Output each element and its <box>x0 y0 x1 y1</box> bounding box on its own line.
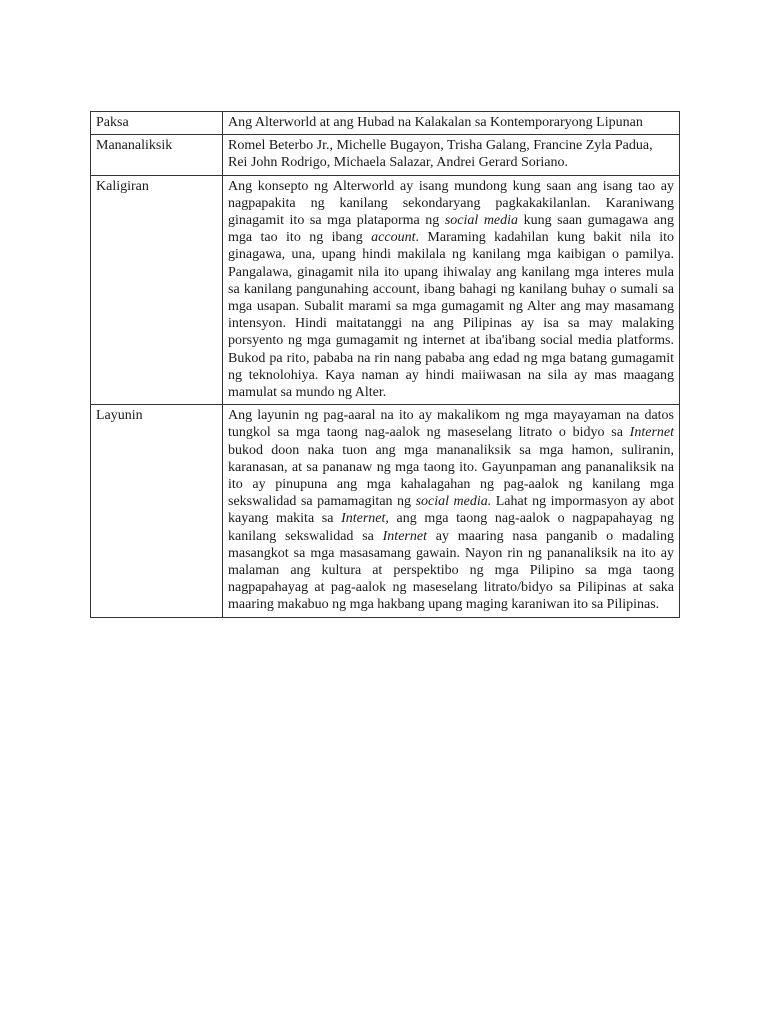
objective-text-part: ang mga taong nag-aalok o nagpapahayag ng kanilang sekswalidad sa <box>228 511 674 544</box>
objective-italic-term: Internet, <box>341 511 389 527</box>
topic-title-text: Ang Alterworld at ang Hubad na Kalakalan sa Kontemporaryong Lipunan <box>228 115 643 130</box>
table-row-paksa <box>91 112 680 135</box>
objective-italic-term: Internet <box>629 425 674 441</box>
objective-text-part: ay maaring nasa panganib o madaling masangkot sa mga masasamang gawain. Nayon rin ng pananaliksik na ito ay malaman ang kultura at perspektibo ng mga Pilipino sa mga taong nagpapahayag at pag-aalok ng maseselang litrato/bidyo sa Pilipinas at saka maaring makabuo ng mga hakbang upang maging karaniwan ito sa Pilipinas. <box>228 528 675 613</box>
objective-italic-term: Internet <box>382 528 427 544</box>
background-text-part: Ang konsepto ng Alterworld ay isang mundong kung saan ang isang tao ay nagpapakita ng kanilang sekondaryang pagkakakilanlan. Karaniwang ginagamit ito sa mga plataporma ng <box>228 178 674 229</box>
table-row-layunin <box>91 405 680 617</box>
row-content-kaligiran <box>223 175 680 405</box>
background-italic-term: account <box>371 230 416 246</box>
background-text-part: kung saan gumagawa ang mga tao ito ng ibang <box>228 213 674 246</box>
row-content-mananaliksik <box>223 135 680 175</box>
objective-italic-term: social media. <box>415 494 492 510</box>
research-summary-table <box>90 111 680 618</box>
objective-text-part: Lahat ng impormasyon ay abot kayang makita sa <box>228 494 674 527</box>
background-text-part: . Maraming kadahilan kung bakit nila ito ginagawa, una, upang hindi makilala ng kanilang mga kaibigan o pamilya. Pangalawa, ginagamit nila ito upang ihiwalay ang kanilang mga interes mula sa kanilang pangunahing account, ibang bahagi ng kanilang buhay o sumali sa mga usapan. Subalit marami sa mga gumagamit ng Alter ang may masamang intensyon. Hindi maitatanggi na ang Pilipinas ay isa sa may malaking porsyento ng mga gumagamit ng internet at iba'ibang social media platforms. Bukod pa rito, pababa na rin nang pababa ang edad ng mga batang gumagamit ng teknolohiya. Kaya naman ay hindi maiiwasan na sila ay mas maagang mamulat sa mundo ng Alter. <box>228 230 674 401</box>
objective-text-part: Ang layunin ng pag-aaral na ito ay makalikom ng mga mayayaman na datos tungkol sa mga taong nag-aalok ng maseselang litrato o bidyo sa <box>228 408 674 441</box>
row-content-paksa <box>223 112 680 135</box>
row-label-kaligiran: Kaligiran <box>91 175 223 405</box>
table-row-mananaliksik <box>91 135 680 175</box>
background-italic-term: social media <box>444 213 519 229</box>
row-label-paksa: Paksa <box>91 112 223 135</box>
objective-text-part: bukod doon naka tuon ang mga mananaliksik sa mga hamon, suliranin, karanasan, at sa pananaw ng mga taong ito. Gayunpaman ang pananaliksik na ito ay pinupuna ang mga kahalagahan ng pag-aalok ng kanilang mga sekswalidad sa pamamagitan ng <box>228 442 674 510</box>
row-label-mananaliksik: Mananaliksik <box>91 135 223 175</box>
row-label-layunin: Layunin <box>91 405 223 617</box>
researchers-text: Romel Beterbo Jr., Michelle Bugayon, Trisha Galang, Francine Zyla Padua, Rei John Rodrigo, Michaela Salazar, Andrei Gerard Soriano. <box>228 138 653 171</box>
table-row-kaligiran <box>91 175 680 405</box>
row-content-layunin <box>223 405 680 617</box>
